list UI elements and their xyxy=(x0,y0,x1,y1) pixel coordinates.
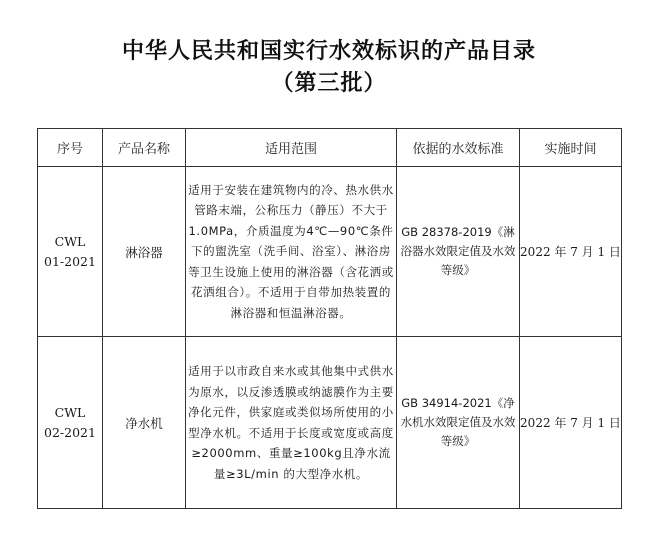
serial-number-prefix: CWL xyxy=(54,404,86,420)
serial-number-cell xyxy=(38,167,103,337)
header-serial-number: 序号 xyxy=(38,129,103,167)
header-effective-date: 实施时间 xyxy=(520,129,622,167)
product-catalog-table xyxy=(37,128,622,509)
effective-date-cell: 2022 年 7 月 1 日 xyxy=(520,167,622,337)
effective-date-cell: 2022 年 7 月 1 日 xyxy=(520,337,622,509)
product-name-cell: 净水机 xyxy=(103,337,186,509)
serial-number-suffix: 01-2021 xyxy=(44,253,96,269)
header-scope: 适用范围 xyxy=(186,129,397,167)
table-row xyxy=(38,337,622,509)
header-standard: 依据的水效标准 xyxy=(397,129,520,167)
header-product-name: 产品名称 xyxy=(103,129,186,167)
standard-cell: GB 28378-2019《淋浴器水效限定值及水效等级》 xyxy=(397,167,520,337)
standard-cell: GB 34914-2021《净水机水效限定值及水效等级》 xyxy=(397,337,520,509)
product-name-cell: 淋浴器 xyxy=(103,167,186,337)
scope-cell: 适用于以市政自来水或其他集中式供水为原水，以反渗透膜或纳滤膜作为主要净化元件，供家庭或类似场所使用的小型净水机。不适用于长度或宽度或高度≥2000mm、重量≥100kg且净水流量≥3L/min 的大型净水机。 xyxy=(186,337,397,509)
scope-cell: 适用于安装在建筑物内的冷、热水供水管路末端，公称压力（静压）不大于1.0MPa，介质温度为4℃—90℃条件下的盥洗室（洗手间、浴室）、淋浴房等卫生设施上使用的淋浴器（含花洒或花洒组合）。不适用于自带加热装置的淋浴器和恒温淋浴器。 xyxy=(186,167,397,337)
serial-number-cell xyxy=(38,337,103,509)
serial-number-suffix: 02-2021 xyxy=(44,424,96,440)
table-row xyxy=(38,167,622,337)
document-subtitle: （第三批） xyxy=(271,70,387,96)
document-title: 中华人民共和国实行水效标识的产品目录 xyxy=(121,38,536,64)
table-header-row xyxy=(38,129,622,167)
serial-number-prefix: CWL xyxy=(54,233,86,249)
